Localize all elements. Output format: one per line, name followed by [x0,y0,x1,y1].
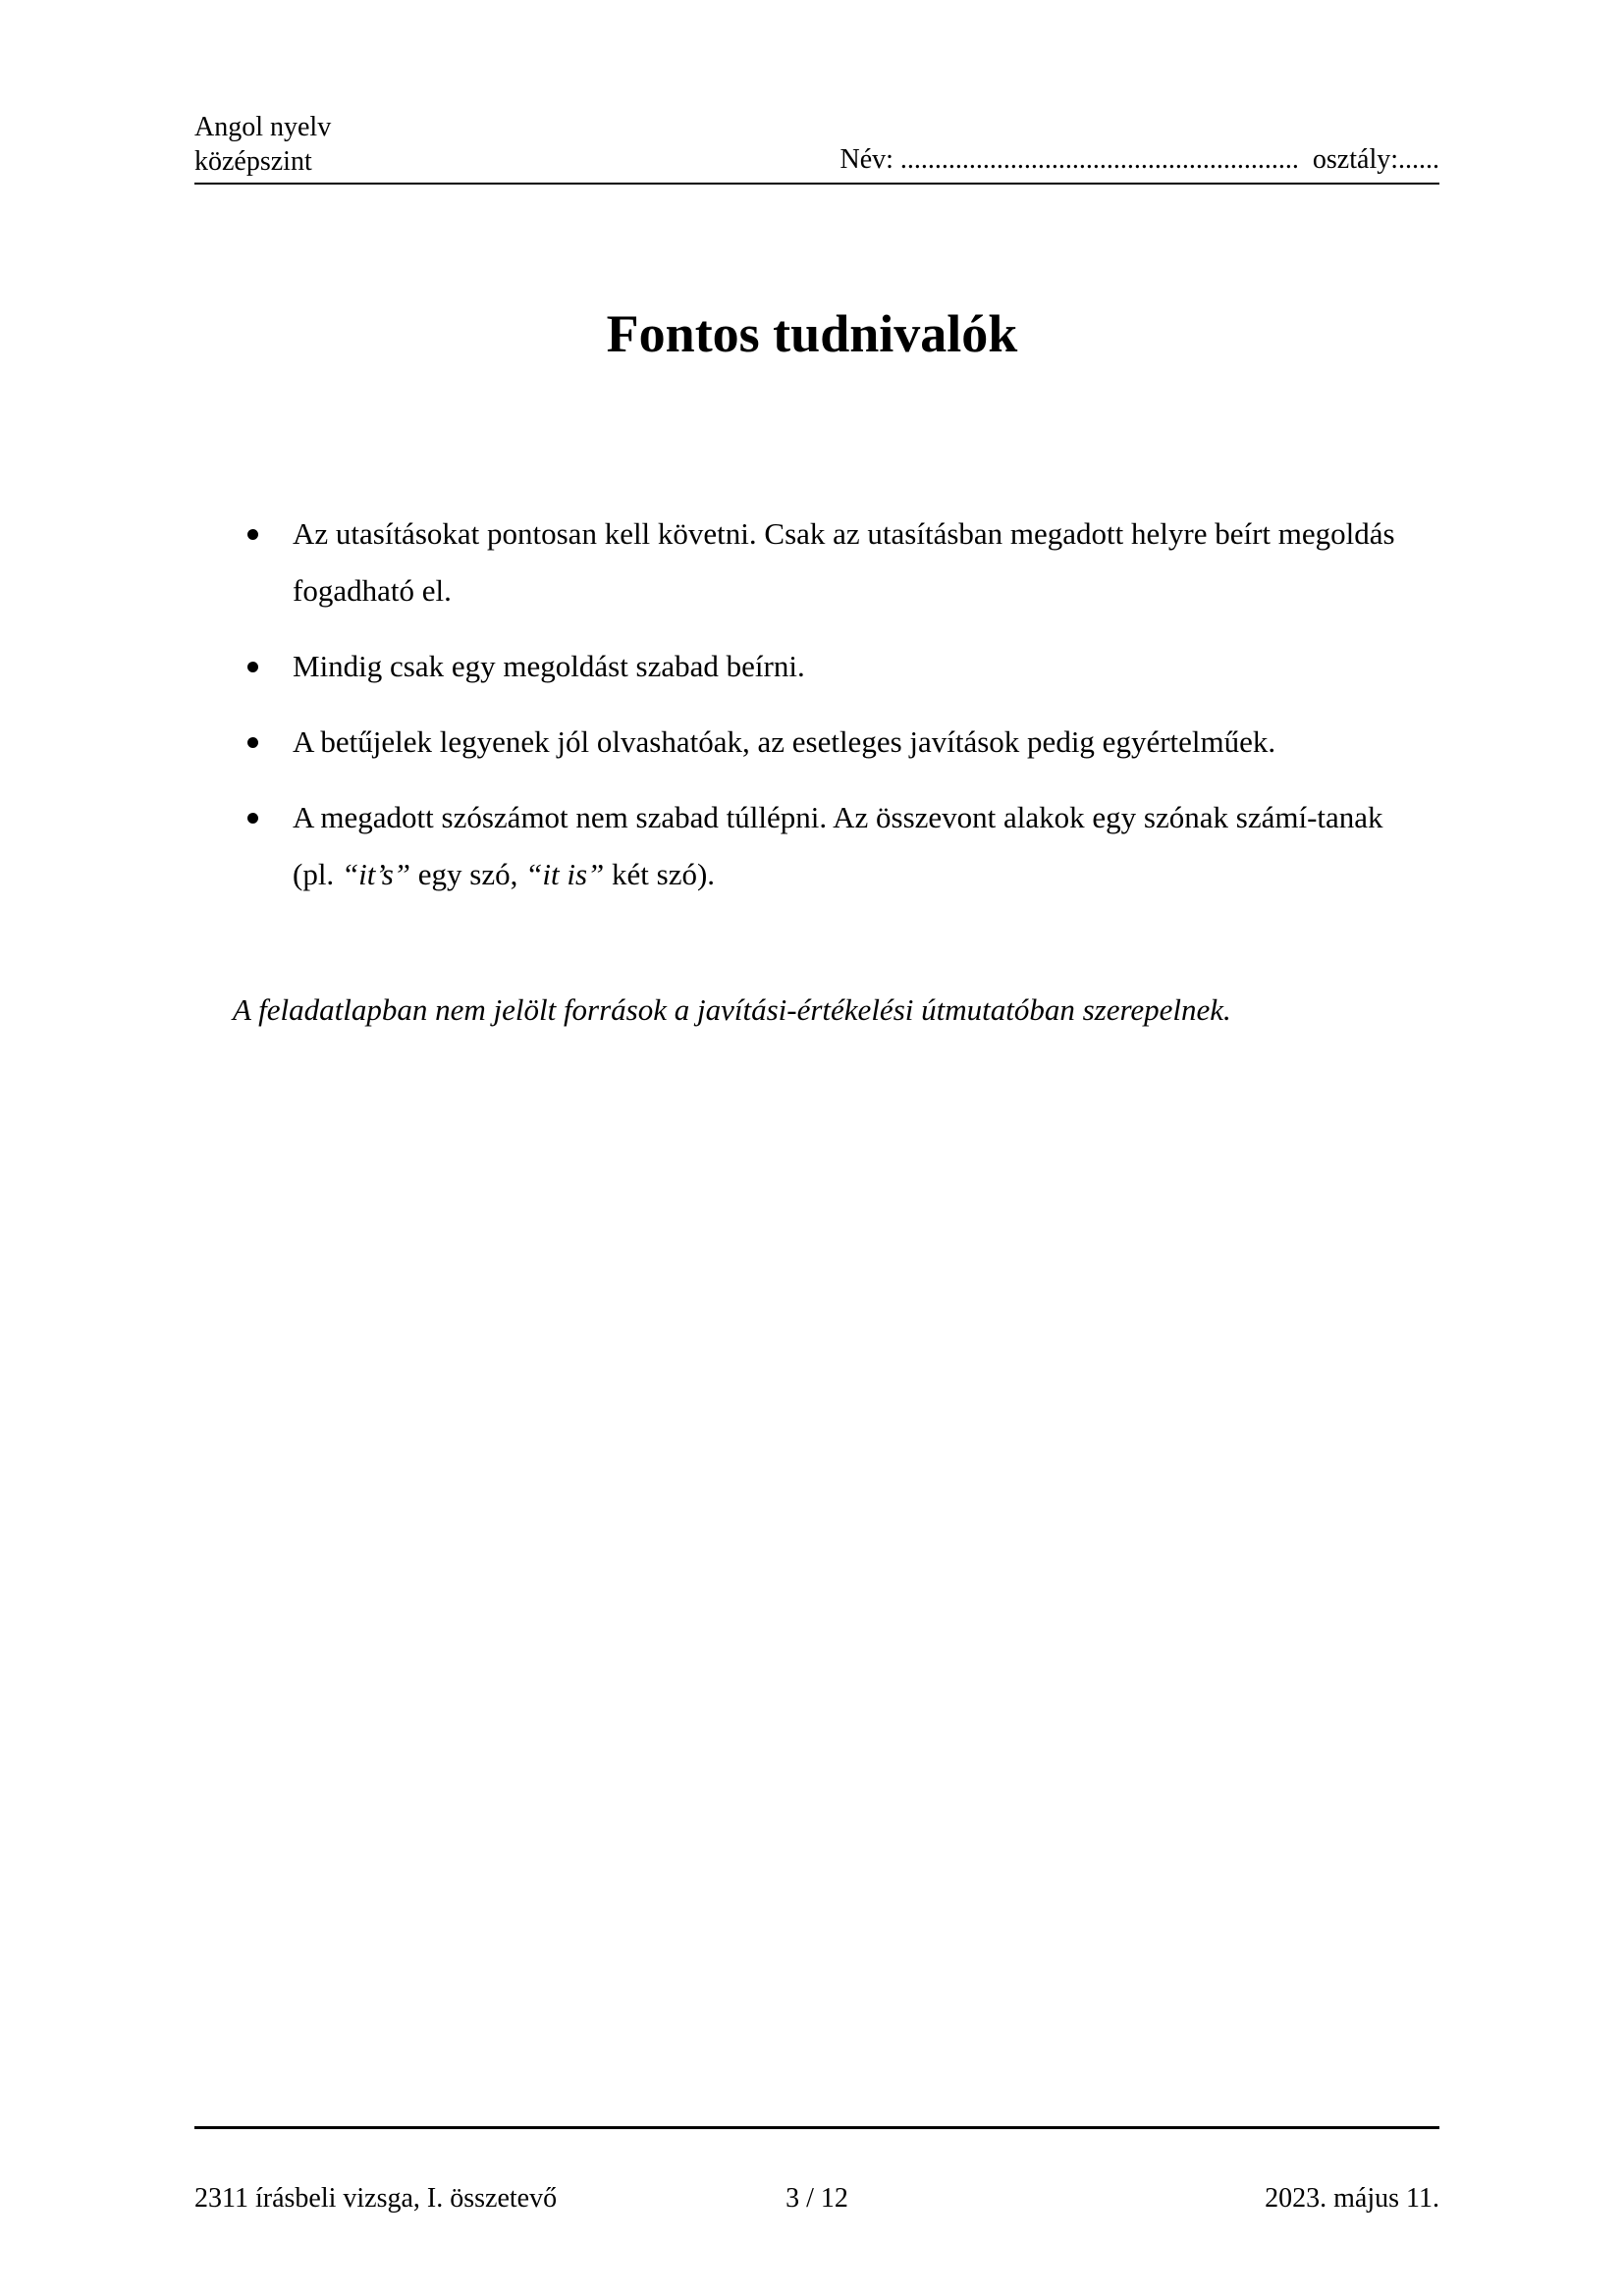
list-item [245,714,1424,771]
page-title: Fontos tudnivalók [606,304,1018,363]
rule-text-end: két szó). [612,857,716,891]
exam-date: 2023. május 11. [1265,2183,1439,2214]
bullet-icon [247,813,258,824]
rule-text-middle: egy szó, [417,857,518,891]
example-contraction: “it’s” [341,857,411,891]
page-number: 3 / 12 [785,2183,848,2214]
class-field: osztály:...... [1312,144,1439,175]
bullet-icon [247,737,258,748]
rule-text: Az utasításokat pontosan kell követni. Csak az utasításban megadott helyre beírt megoldás fogadható el. [293,516,1395,608]
list-item [245,789,1424,903]
exam-id: 2311 írásbeli vizsga, I. összetevő [194,2183,558,2214]
list-item [245,638,1424,695]
page-header [194,110,1439,185]
name-field: Név: .......................................................... [839,144,1299,175]
rule-text: A betűjelek legyenek jól olvashatóak, az esetleges javítások pedig egyértelműek. [293,724,1276,759]
subject-label: Angol nyelv [194,112,332,142]
rule-text: Mindig csak egy megoldást szabad beírni. [293,649,805,683]
level-label: középszint [194,146,312,177]
list-item [245,506,1424,619]
bullet-icon [247,662,258,672]
student-info [839,142,1439,177]
bullet-icon [247,529,258,540]
example-full-form: “it is” [525,857,605,891]
footer-divider [194,2126,1439,2129]
page-footer [194,2179,1439,2218]
subject-block [194,110,331,179]
rule-text: A megadott szószámot nem szabad túllépni. Az összevont alakok egy szónak számí-tanak (pl. [293,800,1383,891]
sources-note: A feladatlapban nem jelölt források a javítási-értékelési útmutatóban szerepelnek. [233,992,1231,1027]
rules-list [245,506,1424,922]
